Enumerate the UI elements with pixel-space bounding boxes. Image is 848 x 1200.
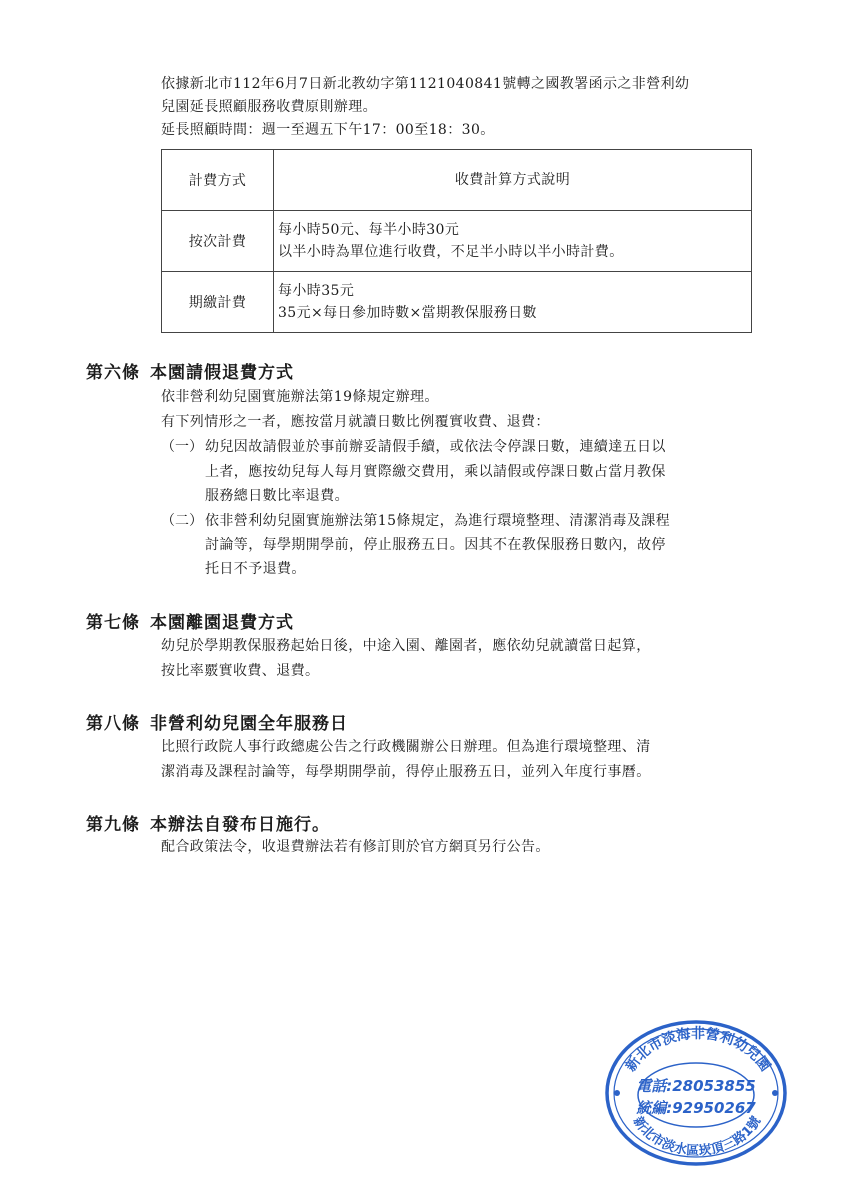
intro-line: 兒園延長照顧服務收費原則辦理。 [161, 99, 377, 115]
article-title: 本園請假退費方式 [150, 363, 294, 383]
article-text-line: 比照行政院人事行政總處公告之行政機關辦公日辦理。但為進行環境整理、清 [161, 739, 651, 755]
list-item-label: （二） [161, 513, 203, 529]
billing-method-cell: 按次計費 [162, 211, 274, 272]
article-heading [86, 810, 330, 835]
fee-line: 以半小時為單位進行收費，不足半小時以半小時計費。 [278, 244, 624, 260]
article-text-line: 按比率覈實收費、退費。 [161, 663, 320, 679]
list-item-line: 幼兒因故請假並於事前辦妥請假手續，或依法令停課日數，連續達五日以 [205, 439, 666, 455]
article-number: 第八條 [86, 714, 140, 734]
billing-method-cell: 期繳計費 [162, 272, 274, 333]
intro-line: 依據新北市112年6月7日新北教幼字第1121040841號轉之國教署函示之非營利幼 [161, 76, 690, 92]
article-text-line: 潔消毒及課程討論等，每學期開學前，得停止服務五日，並列入年度行事曆。 [161, 764, 651, 780]
article-text-line: 幼兒於學期教保服務起始日後，中途入園、離園者，應依幼兒就讀當日起算， [161, 638, 651, 654]
seal-phone: 電話:28053855 [636, 1077, 756, 1095]
fee-table [161, 149, 752, 333]
table-row [162, 272, 752, 333]
list-item-line: 上者，應按幼兒每人每月實際繳交費用，乘以請假或停課日數占當月教保 [205, 464, 666, 480]
article-number: 第六條 [86, 363, 140, 383]
list-item-line: 托日不予退費。 [205, 561, 306, 577]
article-text-line: 配合政策法令，收退費辦法若有修訂則於官方網頁另行公告。 [161, 839, 550, 855]
fee-description-cell [274, 211, 752, 272]
article-text-line: 有下列情形之一者，應按當月就讀日數比例覆實收費、退費： [161, 414, 550, 430]
table-row [162, 211, 752, 272]
list-item-label: （一） [161, 439, 203, 455]
fee-line: 每小時50元、每半小時30元 [278, 222, 460, 238]
intro-line: 延長照顧時間：週一至週五下午17：00至18：30。 [161, 122, 495, 138]
seal-tax-id: 統編:92950267 [636, 1099, 756, 1117]
header-fee-description: 收費計算方式說明 [274, 150, 752, 211]
article-heading [86, 608, 294, 633]
fee-line: 35元×每日參加時數×當期教保服務日數 [278, 305, 537, 321]
official-seal-stamp [604, 1018, 788, 1168]
article-number: 第九條 [86, 815, 140, 835]
article-title: 非營利幼兒園全年服務日 [150, 714, 348, 734]
list-item-line: 依非營利幼兒園實施辦法第15條規定，為進行環境整理、清潔消毒及課程 [205, 513, 671, 529]
extended-care-intro [161, 73, 761, 142]
fee-description-cell [274, 272, 752, 333]
fee-line: 每小時35元 [278, 283, 355, 299]
article-title: 本辦法自發布日施行。 [150, 815, 330, 835]
article-number: 第七條 [86, 613, 140, 633]
list-item-line: 討論等，每學期開學前，停止服務五日。因其不在教保服務日數內，故停 [205, 537, 666, 553]
fee-table-header-row [162, 150, 752, 211]
seal-center-ring [638, 1063, 754, 1127]
article-heading [86, 358, 294, 383]
article-heading [86, 709, 348, 734]
article-text-line: 依非營利幼兒園實施辦法第19條規定辦理。 [161, 389, 439, 405]
header-billing-method: 計費方式 [162, 150, 274, 211]
list-item-line: 服務總日數比率退費。 [205, 488, 349, 504]
article-title: 本園離園退費方式 [150, 613, 294, 633]
seal-bottom-text: 新北市淡水區崁頂三路1號 [629, 1114, 765, 1159]
seal-top-text: 新北市淡海非營利幼兒園 [622, 1026, 774, 1075]
